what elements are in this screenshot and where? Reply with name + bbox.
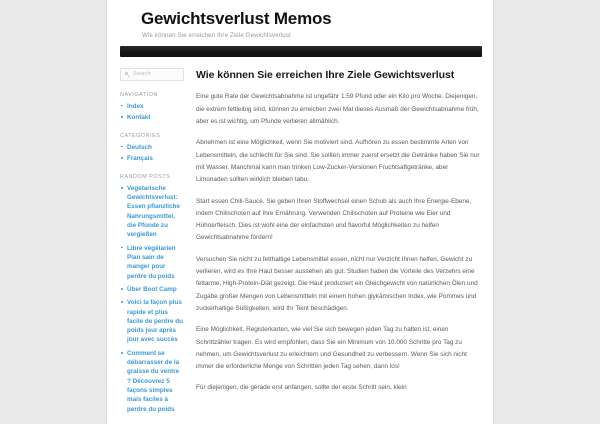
site-page (107, 0, 493, 424)
list-item[interactable] (120, 184, 184, 240)
random-posts-list (120, 184, 184, 414)
sidebar-widget-navigation (120, 92, 184, 123)
search-box[interactable] (120, 68, 184, 81)
article-body (196, 91, 481, 394)
widget-title-navigation: NAVIGATION (120, 91, 158, 98)
paragraph: Eine Möglichkeit, Registerkarten, wie viel Sie sich bewegen jeden Tag zu halten ist, einen Schrittzähler tragen. Es wird empfohlen, dass Sie ein Minimum von 10.000 Schritte pro Tag zu nehmen, um Gewichtsverlust zu erleichtern und Gesundheit zu verbessern. Wenn Sie sich nicht immer die erforderliche Menge von Schritten jeden Tag sehen, dann los! (196, 326, 467, 371)
categories-list (120, 143, 184, 164)
sidebar-link-kontakt[interactable]: Kontakt (127, 114, 151, 122)
main-navigation-bar[interactable] (120, 46, 482, 57)
widget-title-random-posts: RANDOM POSTS (120, 173, 171, 180)
site-title[interactable]: Gewichtsverlust Memos (141, 9, 332, 28)
sidebar-link-index[interactable]: Index (127, 102, 144, 110)
search-input[interactable] (133, 71, 185, 77)
sidebar-widget-categories (120, 133, 184, 164)
site-header (107, 0, 493, 46)
sidebar-widget-random-posts (120, 174, 184, 414)
paragraph: Für diejenigen, die gerade erst anfangen, sollte der erste Schritt sein, klein (196, 384, 407, 392)
page-title: Wie können Sie erreichen Ihre Ziele Gewichtsverlust (196, 68, 455, 81)
random-post-link-4[interactable]: Voici la façon plus rapide et plus facile de perdre du poids jour après jour avec succès (127, 299, 183, 344)
paragraph: Eine gute Rate der Gewichtsabnahme ist ungefähr 1:59 Pfund oder ein Kilo pro Woche. Diejenigen, die extrem fettleibig sind, können zu erreichen zwei Mal dieses Ausmaß der Gewichtsabnahme früh, aber es ist wichtig, um Pfunde verlieren allmählich. (196, 93, 479, 126)
list-item[interactable] (120, 298, 184, 345)
random-post-link-1[interactable]: Vegetarische Gewichtsverlust: Essen pflanzliche Nahrungsmittel, die Pfunde zu vergießen (127, 184, 180, 239)
paragraph: Versuchen Sie nicht zu fetthaltige Lebensmittel essen, nicht nur Verzicht Ihnen helfen, Gewicht zu verlieren, wird es Ihre Haut besser aussehen als gut. Studien haben die Vorteile des Verzehrs eine fettarme, High-Protein-Diät gezeigt. Die Haut produziert ein Gleichgewicht von natürlichen Ölen und Zugabe großer Mengen von Lebensmitteln mit einem hohen glykämischen Index, wie Pommes und zuckerhaltige Süßigkeiten, wird Ihr Teint beschädigen. (196, 255, 478, 312)
content-wrapper (107, 57, 493, 424)
list-item[interactable] (120, 143, 184, 152)
paragraph: Start essen Chili-Sauce. Sie geben Ihren Stoffwechsel einen Schub als auch Ihre Energie-Ebene, indem Chilischoten auf Ihre Ernährung. Verwenden Chilischoten auf Proteine wie Eier und Hühnerfleisch. Dies ist wohl eine der einfachsten und flavorful Möglichkeiten zu helfen Gewichtsabnahme fördern! (196, 197, 472, 242)
sidebar-link-deutsch[interactable]: Deutsch (127, 143, 152, 151)
list-item[interactable] (120, 285, 184, 294)
list-item[interactable] (120, 102, 184, 111)
paragraph: Abnehmen ist eine Möglichkeit, wenn Sie motiviert sind. Aufhören zu essen bestimmte Arten von Lebensmitteln, die schlecht für Sie sind. Sie sollten immer zuerst ersetzt die Getränke haben Sie nur mit Wasser. Manchmal kann man trinken Low-Zucker-Versionen Fruchtsaftgetränke, aber Limonaden sollten wirklich bleiben tabu. (196, 139, 480, 184)
sidebar-link-francais[interactable]: Français (127, 155, 153, 163)
list-item[interactable] (120, 244, 184, 281)
navigation-list (120, 102, 184, 123)
sidebar (120, 68, 192, 424)
site-tagline: Wie können Sie erreichen Ihre Ziele Gewichtsverlust (142, 31, 291, 39)
list-item[interactable] (120, 113, 184, 122)
random-post-link-2[interactable]: Libre végétarien Plan sain de manger pour perdre du poids (127, 244, 176, 280)
random-post-link-5[interactable]: Comment se débarrasser de la graisse du ventre ? Découvrez 5 façons simples mais faciles à perdre du poids (127, 349, 180, 413)
random-post-link-3[interactable]: Über Boot Camp (127, 285, 177, 293)
list-item[interactable] (120, 154, 184, 163)
main-content (192, 68, 481, 395)
list-item[interactable] (120, 349, 184, 414)
search-icon (125, 72, 130, 77)
widget-title-categories: CATEGORIES (120, 132, 161, 139)
